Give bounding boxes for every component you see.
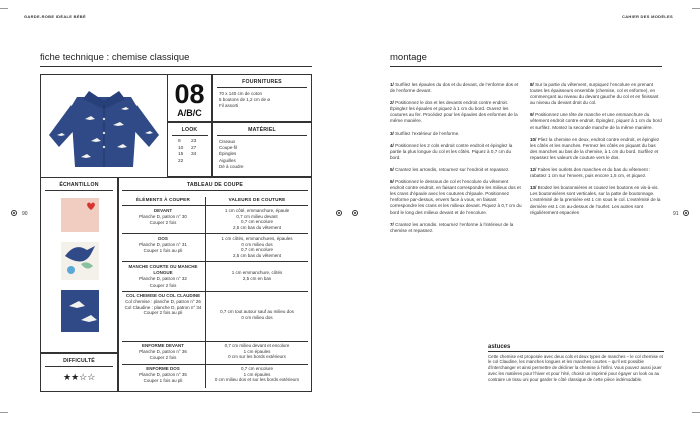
step-text: Pliez la chemise en deux, endroit contre endroit, et épinglez les côtés et les manches. Fermez les côtés en piquant du bas des manches au bas de la chemise, à 1 cm du bord. Surfilez et repassez les valeurs de couture vers le dos. [530,136,660,160]
materiel-cell [212,122,312,177]
step-text: Positionnez le dessous de col et l’encolure du vêtement endroit contre endroit, en faisant correspondre les milieux dos et les crans d’épaule avec les coutures d’épaule. Positionnez l’enforme par-dessus, envers face à vous, en faisant correspondre les crans et les milieux devant. Piquez à 0,7 cm du bord le long des milieux devant et de l’encolure. [390,179,522,215]
model-number: 08 [174,79,205,109]
table-row [124,293,202,316]
seam-value: 0,7 cm milieu devant et encolure [224,343,290,348]
step-text: Crantez les arrondis, retournez sur l’endroit et repassez. [395,166,510,172]
seam-value: 0,7 cm encolure [240,219,274,225]
look-value: 15 [178,152,184,157]
piece-name: ENFORME DOS [146,366,180,371]
astuces-title: astuces [488,344,511,350]
running-header-right: CAHIER DES MODÈLES [622,14,673,19]
registration-mark [11,210,17,216]
seam-value: 0,7 cm milieu devant [236,213,278,219]
seam-value: 0,7 cm tout autour sauf au milieu dos [220,309,294,314]
look-value [191,159,204,166]
materiel-title: MATÉRIEL [248,127,276,133]
row-rule [122,341,308,342]
table-row-values [206,309,308,321]
astuces-text: Cette chemise est proposée avec deux cols et deux types de manches – le col chemise et le col Claudine, les manches longues et les manches courtes – qu’il est possible d’interchanger et ainsi permettre de décliner la chemise à l’infini. Vous pouvez aussi jouer avec les matières pour l’hiver et pour l’été, choisir un imprimé pour égayer un look ou au contraire un tissu uni pour garder le côté classique de cette pièce indémodable. [488,353,663,382]
title-rule [40,66,312,67]
difficulte-rule [45,366,113,367]
piece-desc: Col chemise : planche D, patron n° 26 [125,298,201,304]
seam-value: 0,7 cm encolure [240,366,274,371]
materiel-item: Épingles [219,151,237,157]
fourniture-line: 5 boutons de 1,2 cm de ø [219,97,271,103]
piece-desc: Couper 1 fois au pli [143,248,183,254]
steps-column-1 [390,82,522,234]
step-number: 13/ [530,185,537,191]
seam-value: 1 cm épaules [243,348,271,354]
fournitures-cell [212,74,312,122]
step-text: Positionnez une tête de manche et une emmanchure du vêtement endroit contre endroit. Épinglez, piquez à 1 cm du bord et surfilez. Montez la seconde manche de la même manière. [530,112,662,130]
fourniture-line: Fil assorti [219,103,239,109]
row-rule [122,291,308,292]
piece-name: COL CHEMISE OU COL CLAUDINE [125,293,201,298]
tableau-col1-header: ÉLÉMENTS À COUPER [136,197,190,202]
model-number-cell [167,74,212,122]
row-rule [122,233,308,234]
page-number-right: 91 [673,211,679,217]
table-row [122,366,204,385]
seam-value: 0 cm sur les bords extérieurs [228,354,286,360]
fournitures-rule [217,87,307,88]
tableau-rule [122,205,308,206]
step-item [530,185,664,215]
step-item [530,112,664,130]
piece-desc: Col Claudine : planche D, patron n° 34 [124,304,202,310]
look-value: 22 [178,158,184,164]
table-row [122,236,204,255]
seam-value: 2,5 cm bas du vêtement [232,224,282,230]
astuces-rule [488,351,664,352]
crop-mark [0,412,8,413]
seam-value: 1 cm côté, emmanchure, épaule [224,208,290,213]
row-rule [122,364,308,365]
echantillon-title: ÉCHANTILLON [59,182,99,188]
seam-value: 2,5 cm en bas [242,276,272,282]
piece-desc: Planche D, patron n° 31 [139,242,187,248]
piece-desc: Couper 2 fois [149,355,177,361]
materiel-item: Coupe-fil [219,145,238,151]
seam-value: 0,7 cm encolure [240,247,274,253]
look-value: 23 [191,139,197,144]
tableau-title: TABLEAU DE COUPE [186,182,244,188]
piece-desc: Planche D, patron n° 36 [139,349,187,355]
materiel-item: Aiguilles [219,157,236,163]
step-item [530,82,664,106]
piece-name: MANCHE COURTE OU MANCHE LONGUE [128,264,198,276]
steps-column-2 [530,82,664,216]
step-item [530,167,664,179]
step-text: Sur la partie du vêtement, surpiquez l’encolure en prenant toutes les épaisseurs ensemble (chemise, col et enforme), en commençant au niveau du devant gauche du col et en finissant au niveau du devant droit du col. [530,82,659,106]
step-item [390,100,522,124]
materiel-item: Ciseaux [219,139,236,144]
step-number: 1/ [390,82,394,87]
seam-value: 0 cm milieu dos [241,241,273,247]
step-item [530,137,664,161]
difficulte-title: DIFFICULTÉ [63,358,95,364]
step-text: Crantez les arrondis. retournez l’enforme à l’intérieur de la chemise et repassez. [390,221,514,233]
difficulte-cell [40,353,118,392]
look-value: 27 [191,145,197,151]
piece-desc: Couper 2 fois [149,282,177,288]
materiel-item: Dé à coudre [219,163,244,169]
tableau-rule [122,190,308,191]
step-text: Surfilez l’extérieur de l’enforme. [395,130,460,136]
table-row-values [206,236,308,258]
page-title-montage: montage [390,52,427,63]
tableau-col2-header: VALEURS DE COUTURE [228,197,286,202]
step-item [390,222,522,234]
step-item [390,143,522,161]
seam-value: 0 cm milieu dos [241,315,273,321]
step-number: 2/ [390,100,394,106]
registration-mark [683,210,689,216]
step-text: Positionnez les 2 cols endroit contre endroit et épinglez la partie la plus longue du col et les côtés. Piquez à 0,7 cm du bord. [390,142,513,160]
step-number: 8/ [530,82,534,87]
table-row-values [206,270,308,282]
seam-value: 1 cm côtés, emmanchures, épaules [221,236,293,241]
fournitures-title: FOURNITURES [242,79,282,85]
table-row [122,343,204,362]
piece-desc: Planche D, patron n° 30 [139,214,187,220]
step-number: 10/ [530,136,537,142]
step-text: Positionnez le dos et les devants endroit contre endroit. Épinglez les épaules et piquez à 1 cm du bord. Ouvrez les coutures au fer. Procédez pour les épaules des enformes de la même manière. [390,100,518,124]
table-row [122,208,204,227]
step-item [390,82,522,94]
shirt-photo [41,75,167,177]
piece-desc: Couper 2 fois au pli [143,310,183,316]
crop-mark [692,412,700,413]
step-text: Surfilez les épaules du dos et du devant, de l’enforme dos et de l’enforme devant. [390,82,519,94]
page-title-fiche: fiche technique : chemise classique [40,52,190,63]
seam-value: 2,5 cm bas du vêtement [232,252,282,258]
table-row-values [206,208,308,230]
piece-desc: Couper 2 fois [149,220,177,226]
registration-mark [336,210,342,216]
look-cell [167,122,212,177]
step-number: 7/ [390,221,394,227]
piece-name: DEVANT [153,208,173,213]
page-number-left: 90 [22,211,28,217]
model-sizes-code: A/B/C [177,108,202,118]
look-rule [172,135,208,136]
step-number: 9/ [530,112,534,118]
step-text: Brodez les boutonnières et cousez les boutons en vis-à-vis. Les boutonnières sont verticales, sur la patte de boutonnage. L’extrémité de la première est 1 cm sous le col. L’extrémité de la dernière est 1 cm au-dessus de l’ourlet. Les autres sont régulièrement espacées [530,185,661,215]
piece-name: ENFORME DEVANT [142,343,184,348]
title-rule [390,66,662,67]
photo-cell [40,74,167,177]
step-item [390,179,522,216]
echantillon-cell [40,177,118,353]
table-row-values [206,366,308,383]
fabric-swatches [59,198,101,348]
look-title: LOOK [181,127,198,133]
look-value: 8 [178,139,181,144]
registration-mark [352,210,358,216]
table-row-values [206,343,308,360]
materiel-rule [217,135,307,136]
fourniture-line: 70 x 140 cm de coton [219,91,263,96]
step-number: 12/ [530,167,537,173]
step-item [390,167,522,173]
echantillon-rule [45,190,113,191]
step-text: Faites les ourlets des manches et du bas du vêtement : rabattez 1 cm sur l’envers, puis encore 1,5 cm, et piquez. [530,167,651,179]
piece-name: DOS [158,236,168,241]
step-number: 5/ [390,166,394,172]
crop-mark [0,8,8,9]
table-row [124,264,202,289]
difficulty-stars-icon: ★★☆☆ [63,372,96,382]
seam-value: 1 cm emmanchure, côtés [231,270,283,275]
step-number: 4/ [390,142,394,148]
row-rule [122,261,308,262]
step-number: 3/ [390,130,394,136]
look-value: 10 [178,145,184,151]
look-value: 34 [191,152,197,157]
piece-desc: Planche D, patron n° 35 [139,372,187,378]
crop-mark [692,8,700,9]
step-item [390,131,522,137]
seam-value: 1 cm épaules [243,371,271,377]
astuces-box [488,344,664,383]
step-number: 6/ [390,179,394,185]
seam-value: 0 cm milieu dos et sur les bords extérieurs [214,377,300,383]
piece-desc: Planche D, patron n° 32 [139,276,187,282]
running-header-left: GARDE-ROBE IDÉALE BÉBÉ [24,14,86,19]
piece-desc: Couper 1 fois au pli [143,378,183,384]
